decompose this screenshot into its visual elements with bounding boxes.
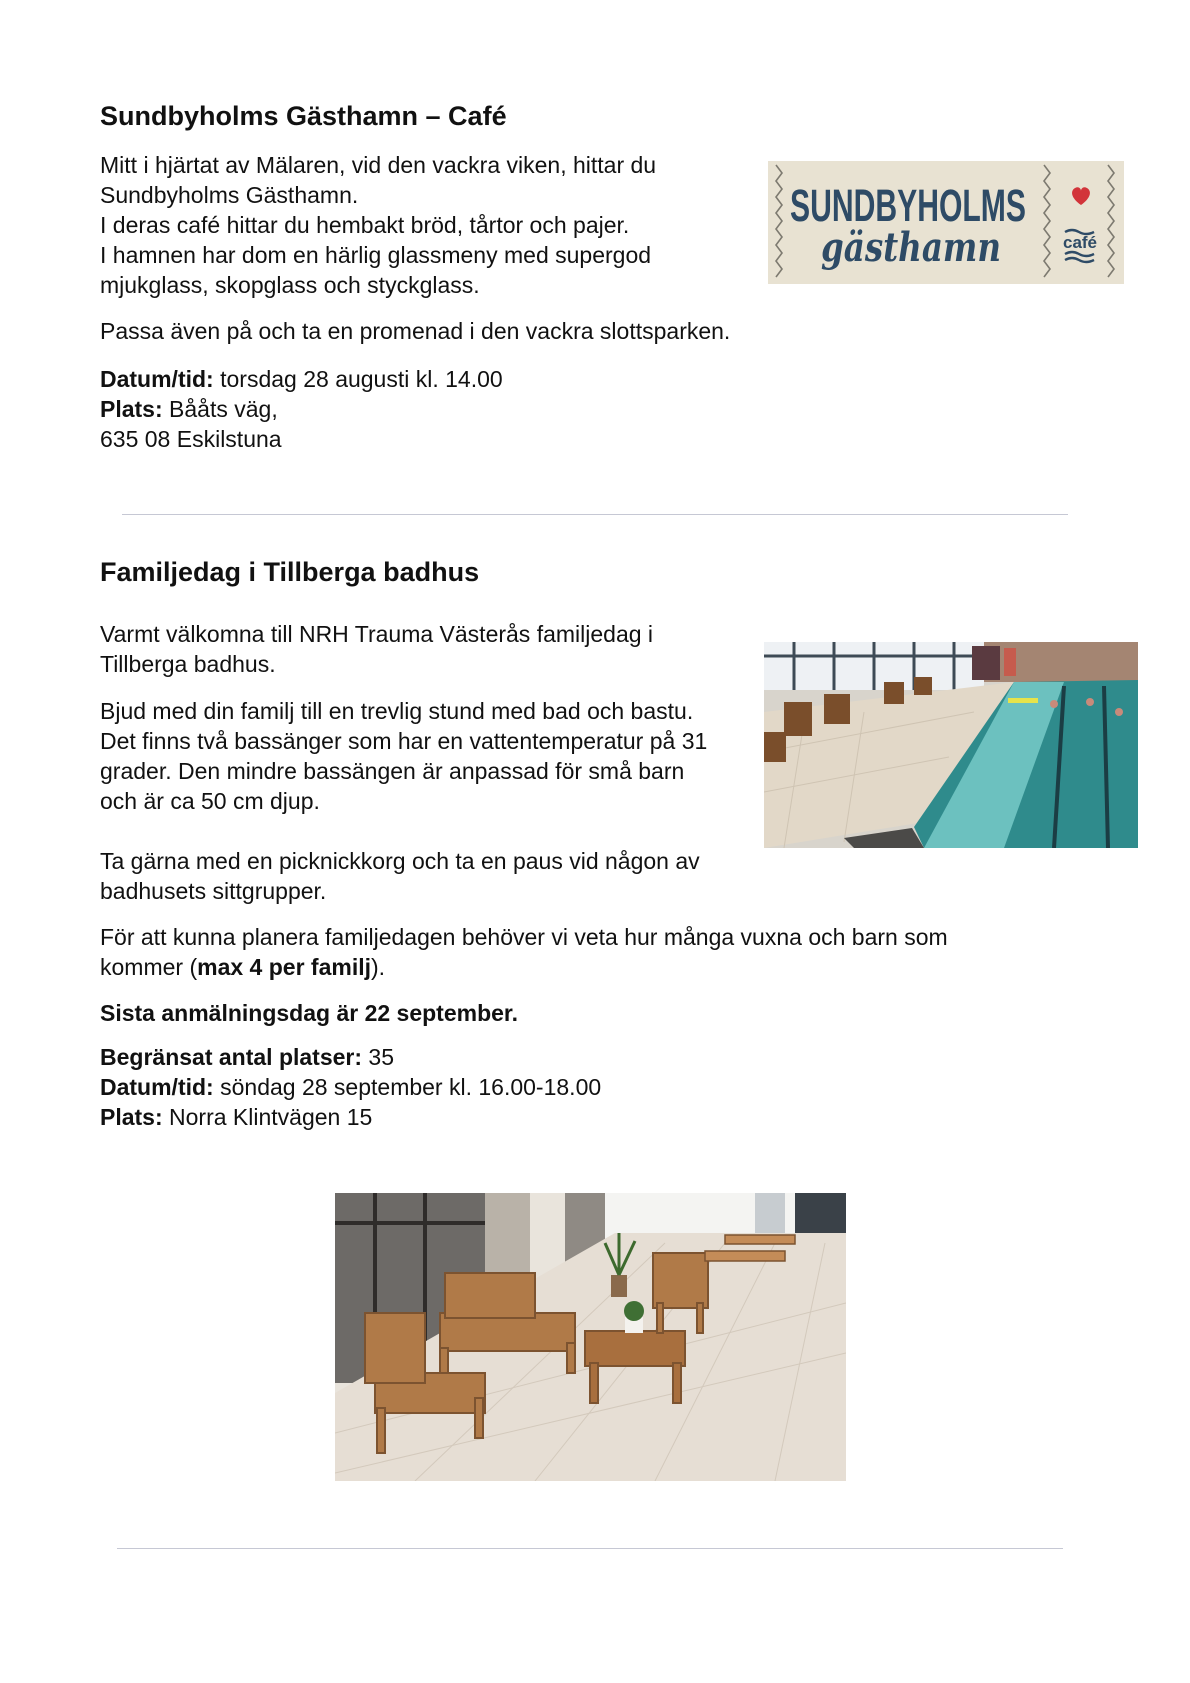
logo-badge: café <box>1062 233 1098 252</box>
plan-text: ). <box>370 954 386 980</box>
logo-line1: SUNDBYHOLMS <box>790 180 1026 231</box>
zigzag-border-mid <box>1044 165 1050 277</box>
familjedag-place-row <box>100 1102 601 1132</box>
datetime-value: torsdag 28 augusti kl. 14.00 <box>213 366 503 392</box>
familjedag-picnic <box>100 846 760 906</box>
place-value: Norra Klintvägen 15 <box>162 1104 373 1130</box>
cafe-intro-line: I hamnen har dom en härlig glassmeny med supergod <box>100 242 652 268</box>
lounge-photo <box>335 1193 846 1481</box>
pool-photo <box>764 642 1138 848</box>
place-label: Plats: <box>100 1104 163 1130</box>
seats-row <box>100 1042 601 1072</box>
datetime-label: Datum/tid: <box>100 366 214 392</box>
invite-line: Bjud med din familj till en trevlig stund med bad och bastu. <box>100 698 694 724</box>
familjedag-invite <box>100 696 760 816</box>
plan-text: kommer ( <box>100 954 198 980</box>
cafe-place-row <box>100 394 503 424</box>
cafe-intro-line: I deras café hittar du hembakt bröd, tårtor och pajer. <box>100 212 630 238</box>
cafe-datetime-row <box>100 364 503 394</box>
cafe-intro-line: Sundbyholms Gästhamn. <box>100 182 359 208</box>
plan-line <box>100 952 1060 982</box>
registration-deadline <box>100 998 518 1028</box>
cafe-place-line2: 635 08 Eskilstuna <box>100 426 282 452</box>
wave-icon <box>1065 252 1094 256</box>
cafe-intro-line: mjukglass, skopglass och styckglass. <box>100 272 480 298</box>
seats-value: 35 <box>362 1044 395 1070</box>
section-divider <box>117 1548 1063 1549</box>
picnic-line: badhusets sittgrupper. <box>100 878 327 904</box>
cafe-intro <box>100 150 740 300</box>
plan-line: För att kunna planera familjedagen behöver vi veta hur många vuxna och barn som <box>100 924 948 950</box>
zigzag-border-right <box>1108 165 1114 277</box>
datetime-value: söndag 28 september kl. 16.00-18.00 <box>213 1074 602 1100</box>
heart-icon <box>1072 187 1090 205</box>
familjedag-datetime-row <box>100 1072 601 1102</box>
familjedag-section-title: Familjedag i Tillberga badhus <box>100 557 480 587</box>
place-label: Plats: <box>100 396 163 422</box>
familjedag-welcome <box>100 619 740 679</box>
deadline-text: Sista anmälningsdag är 22 september. <box>100 1000 518 1026</box>
picnic-line: Ta gärna med en picknickkorg och ta en paus vid någon av <box>100 848 700 874</box>
plan-max-per-family: max 4 per familj <box>197 954 371 980</box>
cafe-walk-text: Passa även på och ta en promenad i den vackra slottsparken. <box>100 318 731 344</box>
place-value: Bååts väg, <box>162 396 278 422</box>
familjedag-plan <box>100 922 1060 982</box>
welcome-line: Tillberga badhus. <box>100 651 276 677</box>
cafe-intro-line: Mitt i hjärtat av Mälaren, vid den vackra viken, hittar du <box>100 152 657 178</box>
welcome-line: Varmt välkomna till NRH Trauma Västerås familjedag i <box>100 621 654 647</box>
logo-line2: gästhamn <box>821 224 1001 271</box>
cafe-section-title: Sundbyholms Gästhamn – Café <box>100 101 507 131</box>
zigzag-border-left <box>776 165 782 277</box>
section-divider <box>122 514 1068 515</box>
datetime-label: Datum/tid: <box>100 1074 214 1100</box>
wave-icon <box>1065 258 1094 262</box>
sundbyholms-logo <box>768 161 1124 284</box>
invite-line: Det finns två bassänger som har en vattentemperatur på 31 <box>100 728 708 754</box>
invite-line: och är ca 50 cm djup. <box>100 788 320 814</box>
cafe-details <box>100 364 503 454</box>
invite-line: grader. Den mindre bassängen är anpassad för små barn <box>100 758 685 784</box>
seats-label: Begränsat antal platser: <box>100 1044 363 1070</box>
familjedag-details <box>100 1042 601 1132</box>
